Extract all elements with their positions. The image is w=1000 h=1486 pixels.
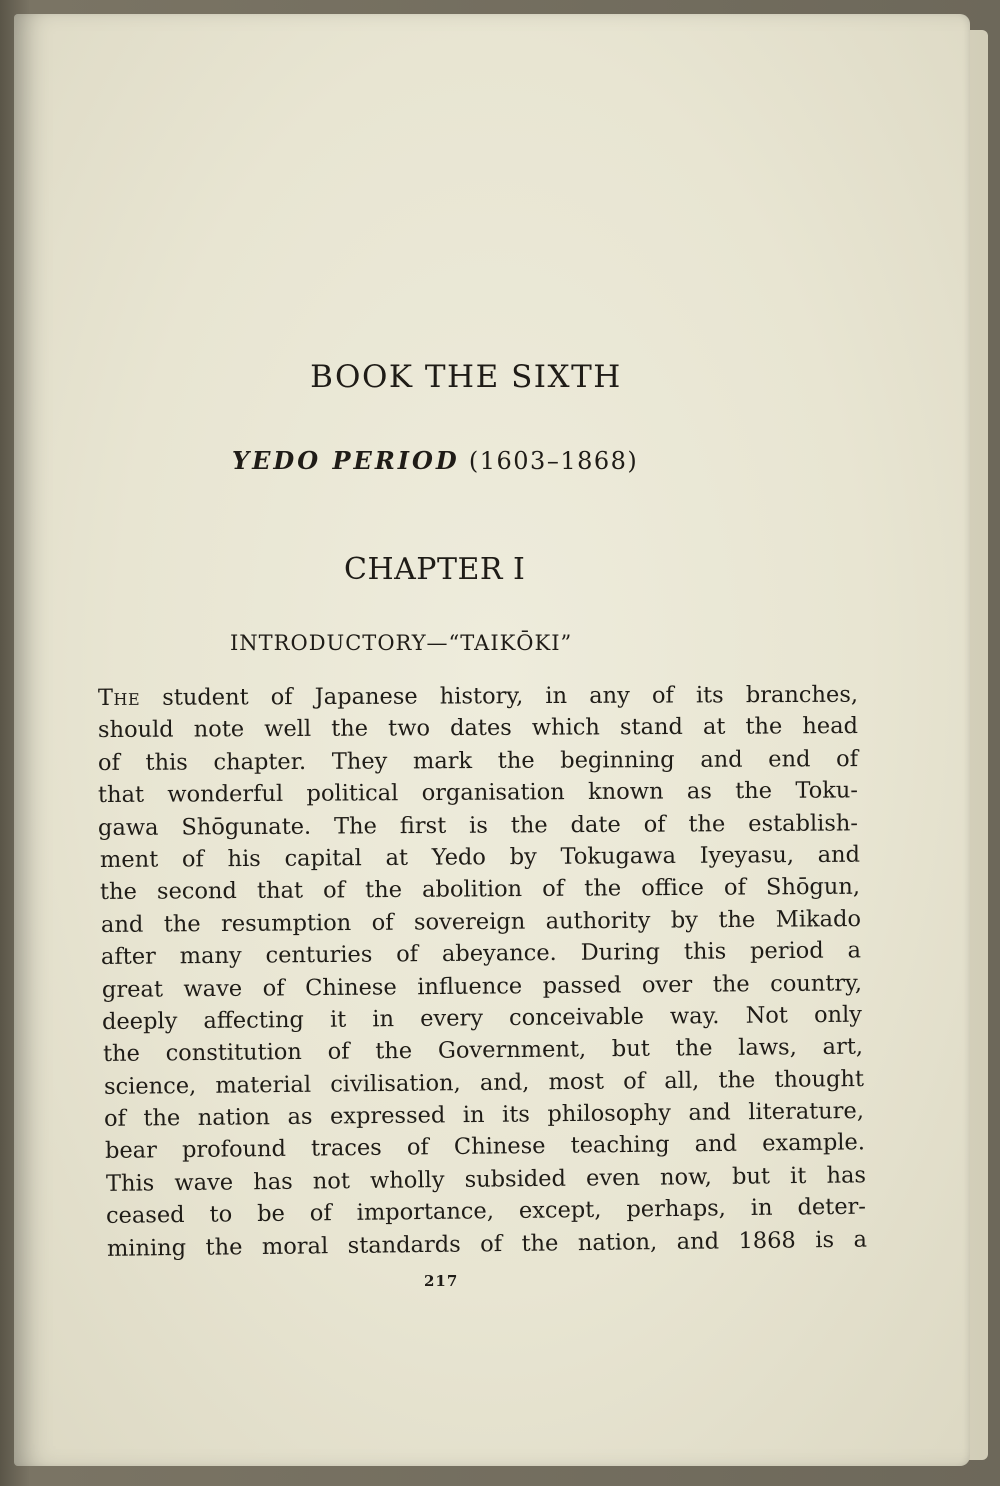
text-line: great wave of Chinese influence passed over the country, (101, 969, 863, 1003)
period-dates: (1603–1868) (468, 447, 639, 475)
text-line: bear profound traces of Chinese teaching and example. (104, 1129, 866, 1165)
text-line: of this chapter. They mark the beginning and end of (97, 745, 859, 776)
text-line: ceased to be of importance, except, perhaps, in deter- (105, 1193, 867, 1230)
period-heading (232, 446, 638, 475)
period-name: YEDO PERIOD (232, 446, 460, 475)
text-line: that wonderful political organisation known as the Toku- (97, 777, 859, 809)
chapter-heading: CHAPTER I (344, 552, 526, 587)
text-line: mining the moral standards of the nation, and 1868 is a (106, 1226, 868, 1262)
text-line: the second that of the abolition of the office of Shōgun, (99, 874, 861, 906)
text-line: of the nation as expressed in its philosophy and literature, (103, 1098, 865, 1133)
text-line: gawa Shōgunate. The first is the date of the establish- (97, 809, 859, 841)
text-line: after many centuries of abeyance. During this period a (100, 937, 862, 971)
body-paragraph (97, 681, 868, 1265)
book-page (14, 14, 970, 1466)
text-line: and the resumption of sovereign authority by the Mikado (100, 905, 862, 938)
text-line: deeply affecting it in every conceivable way. Not only (101, 1001, 863, 1035)
text-line: science, material civilisation, and, most of all, the thought (103, 1065, 865, 1100)
book-heading-text: BOOK THE SIXTH (310, 359, 622, 395)
text-line: ment of his capital at Yedo by Tokugawa Iyeyasu, and (99, 841, 861, 873)
chapter-subtitle: INTRODUCTORY—“TAIKŌKI” (230, 631, 573, 655)
text-line (98, 679, 858, 715)
opening-word: The (97, 684, 141, 711)
text-line: the constitution of the Government, but the laws, art, (102, 1033, 864, 1068)
text-line-content: student of Japanese history, in any of its branches, (140, 681, 859, 711)
page-number: 217 (424, 1272, 459, 1290)
text-line: This wave has not wholly subsided even now, but it has (105, 1162, 867, 1197)
text-line: should note well the two dates which stand at the head (97, 713, 859, 744)
book-heading (14, 359, 970, 395)
